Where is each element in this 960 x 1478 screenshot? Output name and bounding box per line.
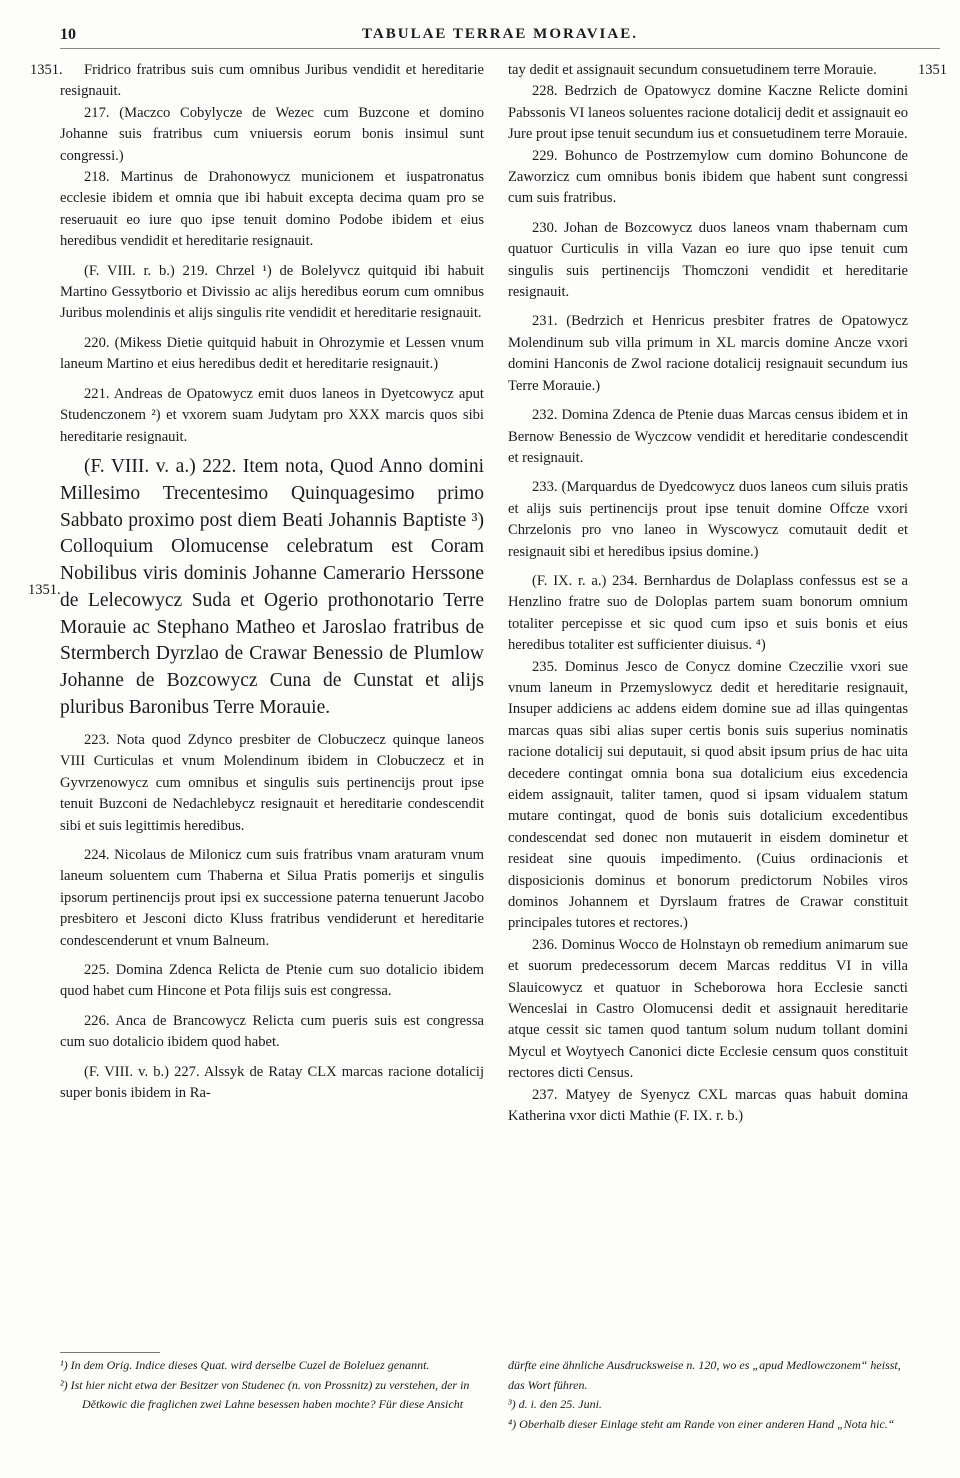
paragraph: 224. Nicolaus de Milonicz cum suis fratribus vnam araturam vnum laneum soluentem cum Thaberna et Silua Pratis pomerijs et singulis ipsorum pertinencijs prout ipsi ex successione paterna tenuerunt Jacobo presbitero et Jesconi dicto Kluss fratribus vendiderunt et hereditarie condescenderunt et vnum Balneum. <box>60 846 484 949</box>
left-column <box>60 60 484 1104</box>
paragraph: 218. Martinus de Drahonowycz municionem et iuspatronatus ecclesie ibidem et omnia que ibi habuit excepta decima quam pro se reseruauit eo iure quo ipse tenuit domino Podobe ibidem et eius heredibus vendidit et hereditarie resignauit. <box>60 169 484 250</box>
paragraph: 226. Anca de Brancowycz Relicta cum pueris suis est congressa cum suo dotalicio ibidem quod habet. <box>60 1012 484 1051</box>
paragraph: 225. Domina Zdenca Relicta de Ptenie cum suo dotalicio ibidem quod habet cum Hincone et Pota filijs suis est congressa. <box>60 961 484 1000</box>
running-title: TABULAE TERRAE MORAVIAE. <box>362 26 638 42</box>
paragraph: 230. Johan de Bozcowycz duos laneos vnam thabernam cum quatuor Curticulis in villa Vazan eo iure quo ipse tenuit cum singulis suis pertinencijs Thomczoni vendidit et hereditarie resignauit. <box>508 219 908 301</box>
margin-year-left-top: 1351. <box>30 62 63 78</box>
footnotes-left <box>60 1356 484 1415</box>
paragraph: 235. Dominus Jesco de Conycz domine Czeczilie vxori sue vnum laneum in Przemyslowycz dedit et hereditarie resignauit, Insuper addiciens ac addens eidem domine sue ad illas quingentas marcas quas sibi alias super certis bonis suis superius nominatis racione dotalicij sui deputauit, si quod absit ipsum prius de hac uita decedere contingat omnia bona sua dotalicium eius excedencia eidem assignauit, taliter tamen, quod si ipsam vidualem statum mutare contingat, quod de bonis suis dotalicium excedentibus condescendat sed donec non mutauerit in eisdem dominetur et resideat sine quouis impedimento. (Cuius ordinacionis et disposicionis dominus et bonorum predictorum Nobiles viros dominos Johannem et Dyrslaum fratres de Crawar constituit principales tutores et rectores.) <box>508 658 908 932</box>
paragraph-large: (F. VIII. v. a.) 222. Item nota, Quod Anno domini Millesimo Trecentesimo Quinquagesimo primo Sabbato proximo post diem Beati Johannis Baptiste ³) Colloquium Olomucense celebratum est Coram Nobilibus viris dominis Johanne Camerario Herssone de Lelecowycz Suda et Ogerio prothonotario Terre Morauie ac Stephano Matheo et Jaroslao fratribus de Stermberch Dyrzlao de Crawar Benessio de Plumlow Johanne de Bozcowycz Cuna de Cunstat et alijs pluribus Baronibus Terre Morauie. <box>60 455 484 719</box>
page-number: 10 <box>60 26 76 43</box>
footnote: ¹) In dem Orig. Indice dieses Quat. wird derselbe Cuzel de Boleluez genannt. <box>60 1358 430 1372</box>
paragraph: 232. Domina Zdenca de Ptenie duas Marcas census ibidem et in Bernow Benessio de Wyczcow vendidit et hereditarie condescendit et resignauit. <box>508 407 908 466</box>
footnotes-right <box>508 1356 908 1434</box>
margin-year-left-mid: 1351. <box>28 582 61 598</box>
paragraph: 228. Bedrzich de Opatowycz domine Kaczne Relicte domini Pabssonis VI laneos soluentes racione dotalicij dedit et assignauit eo Jure prout ipse tenuit secundum ius et consuetudinem terre Morauie. <box>508 83 908 143</box>
paragraph: 217. (Maczco Cobylycze de Wezec cum Buzcone et domino Johanne suis fratribus cum vniuersis eorum bonis insimul sunt congressi.) <box>60 104 484 164</box>
paragraph: 220. (Mikess Dietie quitquid habuit in Ohrozymie et Lessen vnum laneum Martino et eius heredibus dedit et hereditarie resignauit.) <box>60 334 484 373</box>
paragraph: tay dedit et assignauit secundum consuetudinem terre Morauie. <box>508 62 877 78</box>
paragraph: 236. Dominus Wocco de Holnstayn ob remedium animarum sue et suorum predecessorum decem Marcas redditus VI in villa Slauicowycz et quatuor in Scheborowa hora Ecclesie sancti Wenceslai in Castro Olomucensi dedit et assignauit hereditarie atque cessit sic tamen quod tantum solum nudum tollant domini Mycul et Woytyech Canonici dicte Ecclesie censum quos constituit rectores dicti Census. <box>508 936 908 1082</box>
paragraph: 237. Matyey de Syenycz CXL marcas quas habuit domina Katherina vxor dicti Mathie (F. IX. r. b.) <box>508 1086 908 1125</box>
right-column <box>508 60 908 1128</box>
paragraph: (F. VIII. v. b.) 227. Alssyk de Ratay CLX marcas racione dotalicij super bonis ibidem in Ra- <box>60 1063 484 1101</box>
paragraph: 223. Nota quod Zdynco presbiter de Clobuczecz quinque laneos VIII Curticulas et vnum Molendinum ibidem in Clobuczecz et in Gyvrzenowycz cum omnibus et singulis suis pertinencijs prout ipse tenuit Buzconi de Nedachlebycz resignauit et hereditarie condescendit sibi et suis legittimis heredibus. <box>60 731 484 834</box>
header-rule <box>60 48 940 49</box>
footnote: ³) d. i. den 25. Juni. <box>508 1397 602 1411</box>
paragraph: 233. (Marquardus de Dyedcowycz duos laneos cum siluis pratis et alijs suis pertinencijs prout ipse tenuit domine Offcze vxori Chrzelonis pro vno laneo in Wyscowycz comutauit dedit et resignauit sibi et heredibus ipsius domine.) <box>508 479 908 560</box>
footnote-rule <box>60 1352 160 1353</box>
paragraph: 231. (Bedrzich et Henricus presbiter fratres de Opatowycz Molendinum sub villa primum in XL marcis domine Ancze vxori domini Hanconis de Zwol racione dotalicij resignauit secundum ius Terre Morauie.) <box>508 313 908 394</box>
page-header <box>60 26 940 48</box>
margin-year-right-top: 1351 <box>918 62 947 78</box>
paragraph: 221. Andreas de Opatowycz emit duos laneos in Dyetcowycz aput Studenczonem ²) et vxorem suam Judytam pro XXX marcis quos sibi hereditarie resignauit. <box>60 385 484 445</box>
footnote: ²) Ist hier nicht etwa der Besitzer von Studenec (n. von Prossnitz) zu verstehen, der in Dětkowic die fraglichen zwei Lahne besessen haben mochte? Für diese Ansicht <box>60 1377 470 1411</box>
paragraph: Fridrico fratribus suis cum omnibus Juribus vendidit et hereditarie resignauit. <box>60 62 484 100</box>
footnote: dürfte eine ähnliche Ausdrucksweise n. 120, wo es „apud Medlowczonem“ heisst, das Wort führen. <box>508 1358 901 1392</box>
paragraph: 229. Bohunco de Postrzemylow cum domino Bohuncone de Zaworzicz cum omnibus bonis ibidem que habent sunt congressi cum suis fratribus. <box>508 147 908 207</box>
paragraph: (F. VIII. r. b.) 219. Chrzel ¹) de Bolelyvcz quitquid ibi habuit Martino Gessytborio et Divissio ac alijs heredibus eorum cum omnibus Juribus molendinis et alijs singulis rite vendidit et hereditarie resignauit. <box>60 262 484 322</box>
paragraph: (F. IX. r. a.) 234. Bernhardus de Dolaplass confessus est se a Henzlino fratre suo de Doloplas partem suam bonorum omnium totaliter percepisse et sic quod cum ipso et suis bonis et eius heredibus totaliter est sufficienter diuisus. ⁴) <box>508 572 908 654</box>
footnote: ⁴) Oberhalb dieser Einlage steht am Rande von einer anderen Hand „Nota hic.“ <box>508 1416 895 1431</box>
